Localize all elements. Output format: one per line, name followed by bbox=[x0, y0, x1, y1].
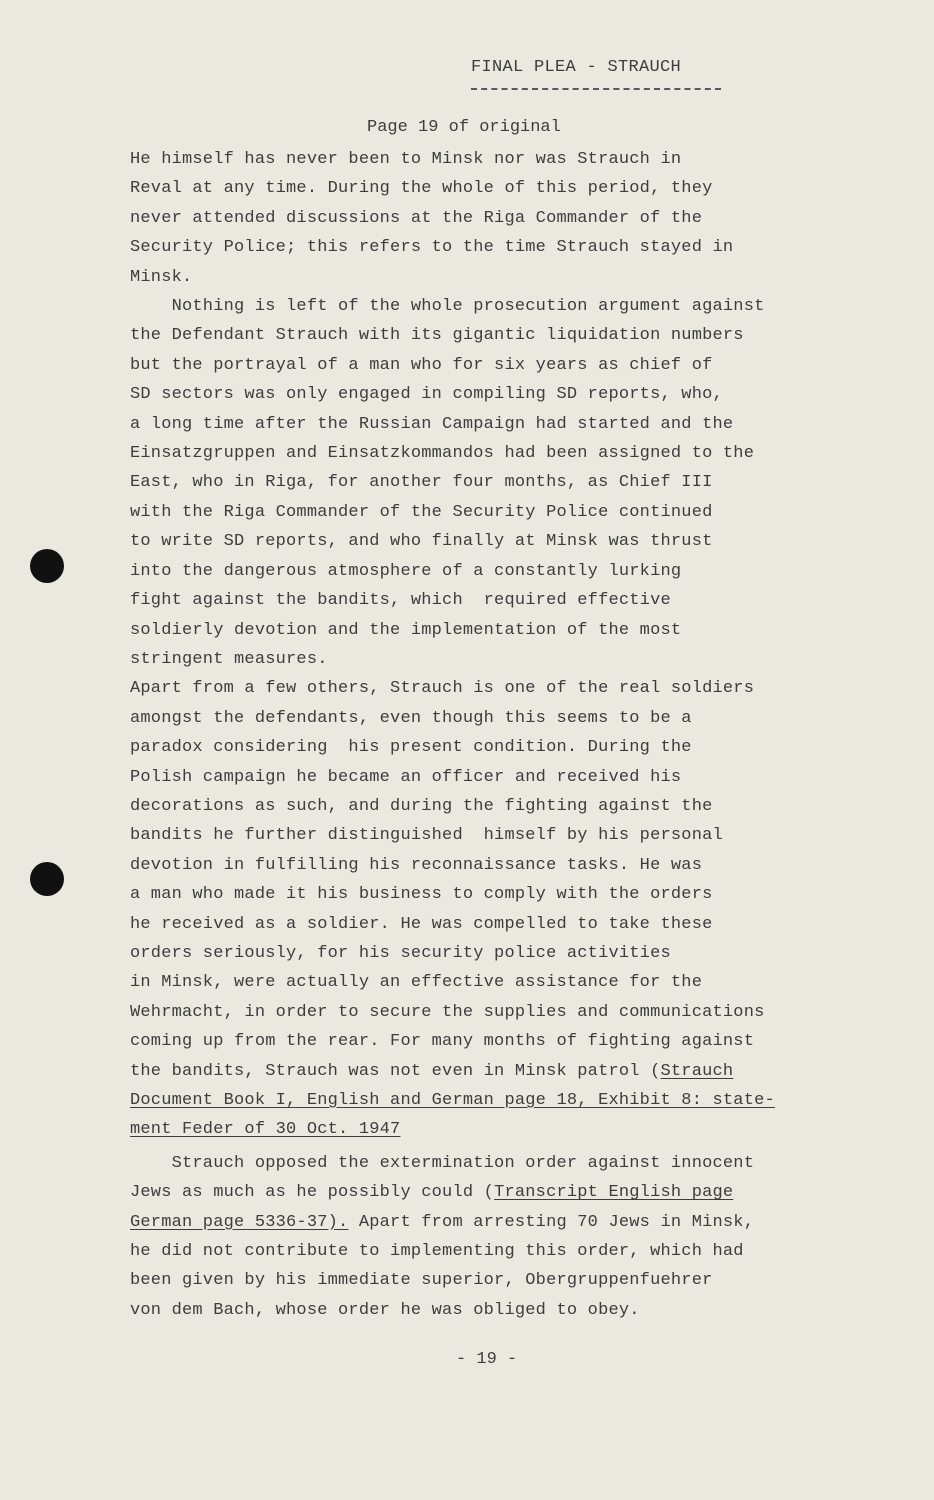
text-line: Reval at any time. During the whole of this period, they bbox=[130, 179, 713, 199]
text-line: Polish campaign he became an officer and received his bbox=[130, 767, 682, 787]
text-line: into the dangerous atmosphere of a constantly lurking bbox=[130, 561, 682, 581]
text-line: Minsk. bbox=[130, 267, 193, 287]
text-line: SD sectors was only engaged in compiling SD reports, who, bbox=[130, 385, 723, 405]
text-line: never attended discussions at the Riga Commander of the bbox=[130, 208, 703, 228]
punch-hole-top bbox=[30, 549, 64, 583]
text-line: von dem Bach, whose order he was obliged to obey. bbox=[130, 1300, 640, 1320]
text-line: Apart from a few others, Strauch is one of the real soldiers bbox=[130, 679, 755, 699]
text-line: paradox considering his present condition. During the bbox=[130, 738, 692, 758]
text-line: He himself has never been to Minsk nor was Strauch in bbox=[130, 150, 682, 169]
text-line: Einsatzgruppen and Einsatzkommandos had been assigned to the bbox=[130, 444, 755, 464]
text-line: bandits he further distinguished himself by his personal bbox=[130, 826, 723, 846]
text-line: coming up from the rear. For many months of fighting against bbox=[130, 1032, 755, 1052]
citation-underlined: Document Book I, English and German page 18, Exhibit 8: state- bbox=[130, 1091, 775, 1110]
text-line: a long time after the Russian Campaign had started and the bbox=[130, 414, 734, 434]
citation-line bbox=[130, 1086, 870, 1115]
citation-underlined: Strauch bbox=[660, 1061, 734, 1081]
text-line: to write SD reports, and who finally at Minsk was thrust bbox=[130, 532, 713, 552]
text-line: Security Police; this refers to the time Strauch stayed in bbox=[130, 238, 734, 258]
text-line-with-citation bbox=[130, 1208, 870, 1237]
document-body bbox=[130, 145, 870, 1325]
text-fragment: Jews as much as he possibly could ( bbox=[130, 1183, 495, 1203]
document-title: FINAL PLEA - STRAUCH bbox=[471, 58, 682, 77]
text-line: he received as a soldier. He was compelled to take these bbox=[130, 914, 713, 934]
text-line: soldierly devotion and the implementation of the most bbox=[130, 620, 682, 640]
text-line: orders seriously, for his security police activities bbox=[130, 943, 671, 963]
text-line: East, who in Riga, for another four months, as Chief III bbox=[130, 473, 713, 493]
text-line: Wehrmacht, in order to secure the supplies and communications bbox=[130, 1002, 765, 1022]
text-line: stringent measures. bbox=[130, 649, 328, 669]
original-page-reference: Page 19 of original bbox=[367, 118, 561, 137]
text-line: been given by his immediate superior, Obergruppenfuehrer bbox=[130, 1271, 713, 1291]
text-line: but the portrayal of a man who for six years as chief of bbox=[130, 355, 713, 375]
citation-underlined: Transcript English page bbox=[494, 1183, 734, 1203]
text-fragment: Apart from arresting 70 Jews in Minsk, bbox=[348, 1212, 755, 1232]
text-line: with the Riga Commander of the Security Police continued bbox=[130, 502, 713, 522]
text-line: decorations as such, and during the fighting against the bbox=[130, 796, 713, 816]
text-line: the Defendant Strauch with its gigantic liquidation numbers bbox=[130, 326, 744, 346]
text-line: a man who made it his business to comply with the orders bbox=[130, 885, 713, 905]
text-line: he did not contribute to implementing this order, which had bbox=[130, 1242, 744, 1262]
text-line: Nothing is left of the whole prosecution argument against bbox=[130, 297, 765, 317]
citation-underlined: German page 5336-37). bbox=[130, 1212, 349, 1232]
text-line: devotion in fulfilling his reconnaissance tasks. He was bbox=[130, 855, 703, 875]
title-underline-rule bbox=[471, 88, 721, 90]
text-fragment: the bandits, Strauch was not even in Minsk patrol ( bbox=[130, 1061, 661, 1081]
text-line: in Minsk, were actually an effective assistance for the bbox=[130, 973, 703, 993]
text-line: fight against the bandits, which required effective bbox=[130, 591, 671, 611]
text-line: Strauch opposed the extermination order against innocent bbox=[130, 1153, 755, 1173]
citation-line bbox=[130, 1115, 870, 1144]
text-line: amongst the defendants, even though this seems to be a bbox=[130, 708, 692, 728]
text-line-with-citation bbox=[130, 1057, 870, 1086]
punch-hole-bottom bbox=[30, 862, 64, 896]
text-line-with-citation bbox=[130, 1178, 870, 1207]
citation-underlined: ment Feder of 30 Oct. 1947 bbox=[130, 1120, 401, 1140]
page-number: - 19 - bbox=[456, 1350, 518, 1369]
